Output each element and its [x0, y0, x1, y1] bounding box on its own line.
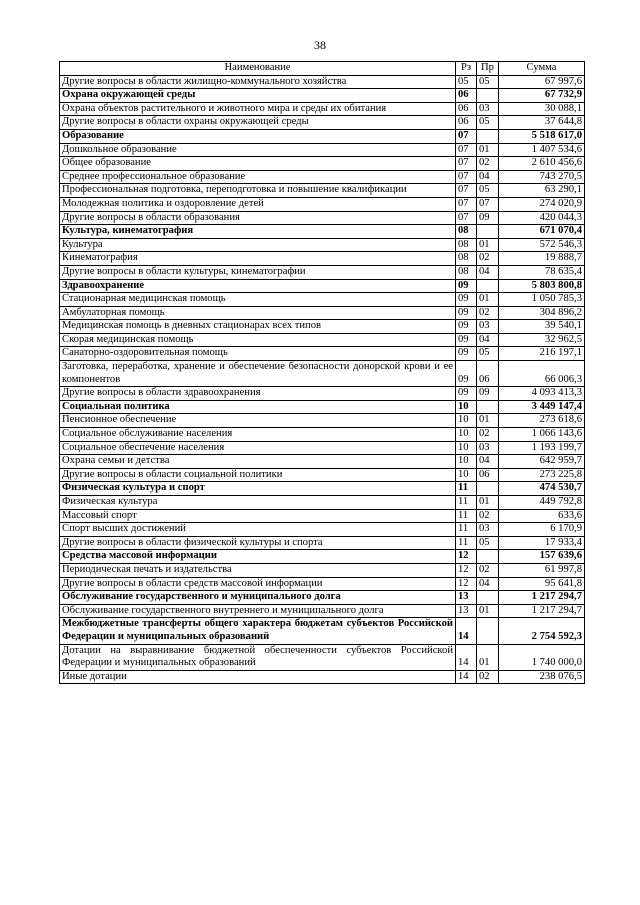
row-rz-cell: 08: [456, 238, 477, 252]
table-row: [60, 157, 585, 171]
row-name-cell: Дотации на выравнивание бюджетной обеспеченности субъектов Российской Федерации и муниципальных образований: [60, 644, 456, 670]
row-pr-cell: 04: [477, 265, 499, 279]
row-pr-cell: 04: [477, 577, 499, 591]
table-header-row: [60, 62, 585, 76]
row-name-cell: Образование: [60, 129, 456, 143]
row-rz-cell: 07: [456, 211, 477, 225]
row-name-cell: Массовый спорт: [60, 509, 456, 523]
row-pr-cell: [477, 400, 499, 414]
row-pr-cell: 01: [477, 143, 499, 157]
table-row: [60, 170, 585, 184]
row-name-cell: Физическая культура и спорт: [60, 482, 456, 496]
row-pr-cell: 02: [477, 670, 499, 684]
header-pr: Пр: [477, 62, 499, 76]
row-sum-cell: 63 290,1: [499, 184, 585, 198]
row-sum-cell: 274 020,9: [499, 197, 585, 211]
row-name-cell: Межбюджетные трансферты общего характера бюджетам субъектов Российской Федерации и муниципальных образований: [60, 618, 456, 644]
row-sum-cell: 474 530,7: [499, 482, 585, 496]
table-row: [60, 577, 585, 591]
row-name-cell: Физическая культура: [60, 496, 456, 510]
row-rz-cell: 07: [456, 157, 477, 171]
row-pr-cell: 05: [477, 75, 499, 89]
table-row: [60, 455, 585, 469]
row-pr-cell: 06: [477, 468, 499, 482]
row-sum-cell: 5 518 617,0: [499, 129, 585, 143]
row-rz-cell: 11: [456, 496, 477, 510]
table-row: [60, 618, 585, 644]
table-row: [60, 604, 585, 618]
row-name-cell: Заготовка, переработка, хранение и обеспечение безопасности донорской крови и ее компонентов: [60, 361, 456, 387]
row-sum-cell: 157 639,6: [499, 550, 585, 564]
row-pr-cell: 01: [477, 293, 499, 307]
row-sum-cell: 671 070,4: [499, 225, 585, 239]
table-row: [60, 197, 585, 211]
row-sum-cell: 1 217 294,7: [499, 591, 585, 605]
row-rz-cell: 07: [456, 170, 477, 184]
row-rz-cell: 06: [456, 102, 477, 116]
row-name-cell: Профессиональная подготовка, переподготовка и повышение квалификации: [60, 184, 456, 198]
row-name-cell: Общее образование: [60, 157, 456, 171]
row-name-cell: Другие вопросы в области культуры, кинематографии: [60, 265, 456, 279]
row-name-cell: Здравоохранение: [60, 279, 456, 293]
table-row: [60, 361, 585, 387]
row-rz-cell: 10: [456, 414, 477, 428]
row-name-cell: Другие вопросы в области средств массовой информации: [60, 577, 456, 591]
row-rz-cell: 09: [456, 320, 477, 334]
row-sum-cell: 572 546,3: [499, 238, 585, 252]
row-pr-cell: 03: [477, 102, 499, 116]
row-pr-cell: 01: [477, 644, 499, 670]
row-rz-cell: 09: [456, 387, 477, 401]
row-name-cell: Социальное обеспечение населения: [60, 441, 456, 455]
row-pr-cell: 04: [477, 170, 499, 184]
row-pr-cell: 06: [477, 361, 499, 387]
row-pr-cell: 03: [477, 523, 499, 537]
row-sum-cell: 273 618,6: [499, 414, 585, 428]
row-name-cell: Средства массовой информации: [60, 550, 456, 564]
row-name-cell: Скорая медицинская помощь: [60, 333, 456, 347]
row-name-cell: Обслуживание государственного и муниципального долга: [60, 591, 456, 605]
row-sum-cell: 642 959,7: [499, 455, 585, 469]
table-row: [60, 347, 585, 361]
row-rz-cell: 13: [456, 604, 477, 618]
row-pr-cell: 05: [477, 536, 499, 550]
row-sum-cell: 743 270,5: [499, 170, 585, 184]
row-pr-cell: 02: [477, 509, 499, 523]
table-row: [60, 591, 585, 605]
row-name-cell: Охрана семьи и детства: [60, 455, 456, 469]
row-sum-cell: 1 217 294,7: [499, 604, 585, 618]
row-rz-cell: 10: [456, 441, 477, 455]
row-name-cell: Культура, кинематография: [60, 225, 456, 239]
row-name-cell: Другие вопросы в области охраны окружающей среды: [60, 116, 456, 130]
table-row: [60, 387, 585, 401]
row-rz-cell: 09: [456, 293, 477, 307]
row-sum-cell: 61 997,8: [499, 563, 585, 577]
row-sum-cell: 1 193 199,7: [499, 441, 585, 455]
row-sum-cell: 449 792,8: [499, 496, 585, 510]
row-pr-cell: [477, 591, 499, 605]
row-rz-cell: 11: [456, 523, 477, 537]
row-rz-cell: 07: [456, 143, 477, 157]
row-rz-cell: 08: [456, 265, 477, 279]
row-name-cell: Другие вопросы в области социальной политики: [60, 468, 456, 482]
row-rz-cell: 10: [456, 468, 477, 482]
row-sum-cell: 1 407 534,6: [499, 143, 585, 157]
row-sum-cell: 273 225,8: [499, 468, 585, 482]
row-pr-cell: 03: [477, 320, 499, 334]
budget-table: [59, 61, 585, 684]
row-name-cell: Культура: [60, 238, 456, 252]
table-row: [60, 400, 585, 414]
row-sum-cell: 216 197,1: [499, 347, 585, 361]
table-row: [60, 563, 585, 577]
row-name-cell: Пенсионное обеспечение: [60, 414, 456, 428]
row-pr-cell: 01: [477, 414, 499, 428]
page-number: 38: [314, 38, 326, 52]
table-row: [60, 143, 585, 157]
row-name-cell: Молодежная политика и оздоровление детей: [60, 197, 456, 211]
row-rz-cell: 12: [456, 563, 477, 577]
row-pr-cell: 05: [477, 184, 499, 198]
table-row: [60, 238, 585, 252]
table-row: [60, 89, 585, 103]
table-row: [60, 523, 585, 537]
header-rz: Рз: [456, 62, 477, 76]
table-row: [60, 536, 585, 550]
row-name-cell: Социальная политика: [60, 400, 456, 414]
table-row: [60, 468, 585, 482]
row-rz-cell: 09: [456, 279, 477, 293]
row-rz-cell: 13: [456, 591, 477, 605]
row-pr-cell: 01: [477, 604, 499, 618]
row-name-cell: Санаторно-оздоровительная помощь: [60, 347, 456, 361]
row-rz-cell: 07: [456, 129, 477, 143]
table-row: [60, 102, 585, 116]
row-rz-cell: 12: [456, 577, 477, 591]
header-sum: Сумма: [499, 62, 585, 76]
table-row: [60, 670, 585, 684]
row-rz-cell: 10: [456, 428, 477, 442]
row-pr-cell: [477, 482, 499, 496]
table-row: [60, 184, 585, 198]
row-pr-cell: [477, 618, 499, 644]
row-sum-cell: 66 006,3: [499, 361, 585, 387]
table-row: [60, 225, 585, 239]
row-sum-cell: 1 050 785,3: [499, 293, 585, 307]
row-rz-cell: 14: [456, 644, 477, 670]
row-name-cell: Другие вопросы в области здравоохранения: [60, 387, 456, 401]
table-row: [60, 496, 585, 510]
row-sum-cell: 1 066 143,6: [499, 428, 585, 442]
row-name-cell: Обслуживание государственного внутреннего и муниципального долга: [60, 604, 456, 618]
row-pr-cell: 02: [477, 157, 499, 171]
row-pr-cell: 03: [477, 441, 499, 455]
row-sum-cell: 95 641,8: [499, 577, 585, 591]
row-pr-cell: 02: [477, 306, 499, 320]
row-rz-cell: 06: [456, 116, 477, 130]
row-name-cell: Периодическая печать и издательства: [60, 563, 456, 577]
row-rz-cell: 07: [456, 184, 477, 198]
row-name-cell: Амбулаторная помощь: [60, 306, 456, 320]
table-row: [60, 509, 585, 523]
row-rz-cell: 12: [456, 550, 477, 564]
row-sum-cell: 17 933,4: [499, 536, 585, 550]
row-name-cell: Охрана окружающей среды: [60, 89, 456, 103]
row-sum-cell: 5 803 800,8: [499, 279, 585, 293]
row-name-cell: Другие вопросы в области образования: [60, 211, 456, 225]
row-rz-cell: 07: [456, 197, 477, 211]
row-rz-cell: 11: [456, 509, 477, 523]
row-sum-cell: 67 732,9: [499, 89, 585, 103]
table-row: [60, 279, 585, 293]
row-sum-cell: 37 644,8: [499, 116, 585, 130]
row-pr-cell: 01: [477, 238, 499, 252]
row-sum-cell: 39 540,1: [499, 320, 585, 334]
row-name-cell: Среднее профессиональное образование: [60, 170, 456, 184]
row-rz-cell: 11: [456, 482, 477, 496]
row-rz-cell: 14: [456, 670, 477, 684]
table-row: [60, 320, 585, 334]
row-sum-cell: 67 997,6: [499, 75, 585, 89]
row-pr-cell: 07: [477, 197, 499, 211]
row-name-cell: Стационарная медицинская помощь: [60, 293, 456, 307]
row-sum-cell: 1 740 000,0: [499, 644, 585, 670]
row-name-cell: Другие вопросы в области жилищно-коммунального хозяйства: [60, 75, 456, 89]
row-sum-cell: 2 754 592,3: [499, 618, 585, 644]
row-sum-cell: 420 044,3: [499, 211, 585, 225]
row-sum-cell: 78 635,4: [499, 265, 585, 279]
row-pr-cell: 02: [477, 252, 499, 266]
row-rz-cell: 09: [456, 361, 477, 387]
table-row: [60, 333, 585, 347]
row-pr-cell: [477, 129, 499, 143]
row-pr-cell: 01: [477, 496, 499, 510]
table-row: [60, 252, 585, 266]
table-row: [60, 116, 585, 130]
row-sum-cell: 3 449 147,4: [499, 400, 585, 414]
row-sum-cell: 19 888,7: [499, 252, 585, 266]
row-rz-cell: 08: [456, 225, 477, 239]
row-name-cell: Другие вопросы в области физической культуры и спорта: [60, 536, 456, 550]
row-rz-cell: 11: [456, 536, 477, 550]
row-rz-cell: 14: [456, 618, 477, 644]
table-row: [60, 482, 585, 496]
row-pr-cell: 04: [477, 333, 499, 347]
table-row: [60, 306, 585, 320]
row-rz-cell: 08: [456, 252, 477, 266]
row-pr-cell: 09: [477, 387, 499, 401]
row-pr-cell: [477, 550, 499, 564]
row-pr-cell: [477, 89, 499, 103]
header-name: Наименование: [60, 62, 456, 76]
row-sum-cell: 2 610 456,6: [499, 157, 585, 171]
row-rz-cell: 10: [456, 400, 477, 414]
row-sum-cell: 633,6: [499, 509, 585, 523]
row-rz-cell: 09: [456, 347, 477, 361]
row-pr-cell: 09: [477, 211, 499, 225]
table-row: [60, 550, 585, 564]
table-body: [60, 75, 585, 684]
row-pr-cell: 04: [477, 455, 499, 469]
row-pr-cell: [477, 225, 499, 239]
row-name-cell: Медицинская помощь в дневных стационарах всех типов: [60, 320, 456, 334]
row-sum-cell: 6 170,9: [499, 523, 585, 537]
row-pr-cell: 05: [477, 347, 499, 361]
row-pr-cell: 05: [477, 116, 499, 130]
table-row: [60, 211, 585, 225]
row-rz-cell: 09: [456, 306, 477, 320]
table-row: [60, 75, 585, 89]
row-rz-cell: 05: [456, 75, 477, 89]
row-pr-cell: 02: [477, 563, 499, 577]
row-sum-cell: 4 093 413,3: [499, 387, 585, 401]
table-row: [60, 265, 585, 279]
table-row: [60, 441, 585, 455]
table-row: [60, 414, 585, 428]
row-sum-cell: 238 076,5: [499, 670, 585, 684]
row-name-cell: Дошкольное образование: [60, 143, 456, 157]
table-row: [60, 644, 585, 670]
row-pr-cell: [477, 279, 499, 293]
row-name-cell: Иные дотации: [60, 670, 456, 684]
table-row: [60, 428, 585, 442]
row-name-cell: Кинематография: [60, 252, 456, 266]
table-row: [60, 293, 585, 307]
row-rz-cell: 09: [456, 333, 477, 347]
row-sum-cell: 30 088,1: [499, 102, 585, 116]
table-row: [60, 129, 585, 143]
row-sum-cell: 32 962,5: [499, 333, 585, 347]
row-name-cell: Охрана объектов растительного и животного мира и среды их обитания: [60, 102, 456, 116]
row-name-cell: Спорт высших достижений: [60, 523, 456, 537]
row-rz-cell: 10: [456, 455, 477, 469]
row-name-cell: Социальное обслуживание населения: [60, 428, 456, 442]
row-sum-cell: 304 896,2: [499, 306, 585, 320]
row-pr-cell: 02: [477, 428, 499, 442]
row-rz-cell: 06: [456, 89, 477, 103]
